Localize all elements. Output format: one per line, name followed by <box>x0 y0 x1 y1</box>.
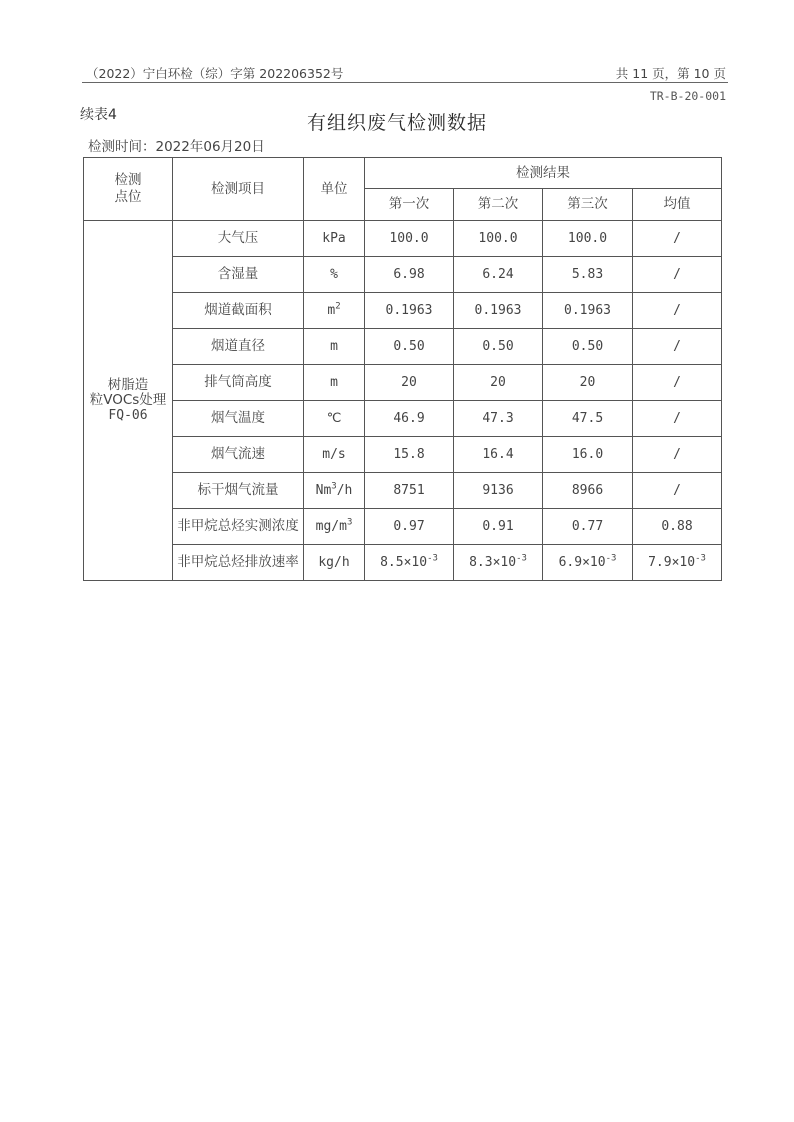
value-run-3: 20 <box>543 365 633 401</box>
item-cell: 烟道直径 <box>173 329 304 365</box>
value-run-3: 47.5 <box>543 401 633 437</box>
item-cell: 非甲烷总烃实测浓度 <box>173 509 304 545</box>
unit-cell: $m^2$ <box>304 293 365 329</box>
value-run-2: 47.3 <box>454 401 543 437</box>
value-run-3: 8966 <box>543 473 633 509</box>
value-run-2: 9136 <box>454 473 543 509</box>
header-run-2: 第二次 <box>454 189 543 221</box>
header-results: 检测结果 <box>365 158 722 189</box>
item-cell: 标干烟气流量 <box>173 473 304 509</box>
value-run-3: $6.9\times 10^{-3}$ <box>543 545 633 581</box>
value-average: / <box>633 401 722 437</box>
value-average: $7.9\times 10^{-3}$ <box>633 545 722 581</box>
table-row <box>84 365 722 401</box>
value-run-2: $8.3\times 10^{-3}$ <box>454 545 543 581</box>
header-run-3: 第三次 <box>543 189 633 221</box>
header-average: 均值 <box>633 189 722 221</box>
unit-cell: $mg/m^3$ <box>304 509 365 545</box>
value-run-3: 5.83 <box>543 257 633 293</box>
value-run-2: 16.4 <box>454 437 543 473</box>
value-run-2: 6.24 <box>454 257 543 293</box>
item-cell: 烟气流速 <box>173 437 304 473</box>
value-run-2: 0.50 <box>454 329 543 365</box>
value-average: / <box>633 473 722 509</box>
unit-cell: m/s <box>304 437 365 473</box>
table-row <box>84 473 722 509</box>
header-run-1: 第一次 <box>365 189 454 221</box>
value-run-2: 100.0 <box>454 221 543 257</box>
unit-cell: % <box>304 257 365 293</box>
table-row <box>84 545 722 581</box>
unit-cell: Nm$^3$/h <box>304 473 365 509</box>
value-run-3: 0.50 <box>543 329 633 365</box>
header-row <box>84 158 722 189</box>
value-average: / <box>633 293 722 329</box>
sampling-point-line-2: 粒VOCs处理 <box>89 392 167 408</box>
table-row <box>84 437 722 473</box>
value-run-1: 46.9 <box>365 401 454 437</box>
header-item: 检测项目 <box>173 158 304 221</box>
value-average: / <box>633 365 722 401</box>
header-unit: 单位 <box>304 158 365 221</box>
unit-cell: ℃ <box>304 401 365 437</box>
item-cell: 烟气温度 <box>173 401 304 437</box>
value-run-2: 20 <box>454 365 543 401</box>
value-run-1: 15.8 <box>365 437 454 473</box>
header-point: 检测点位 <box>84 158 173 221</box>
value-run-1: 20 <box>365 365 454 401</box>
table-row <box>84 401 722 437</box>
value-run-3: 0.77 <box>543 509 633 545</box>
page-info: 共 11 页，第 10 页 <box>615 66 726 81</box>
table-row <box>84 293 722 329</box>
unit-cell: m <box>304 365 365 401</box>
item-cell: 大气压 <box>173 221 304 257</box>
table-row <box>84 509 722 545</box>
value-run-1: $8.5\times 10^{-3}$ <box>365 545 454 581</box>
sampling-point-line-1: 树脂造 <box>107 377 149 393</box>
value-run-2: 0.1963 <box>454 293 543 329</box>
emission-data-table <box>83 157 722 581</box>
item-cell: 含湿量 <box>173 257 304 293</box>
unit-cell: m <box>304 329 365 365</box>
value-run-1: 100.0 <box>365 221 454 257</box>
table-row <box>84 329 722 365</box>
value-run-2: 0.91 <box>454 509 543 545</box>
report-number: （2022）宁白环检（综）字第 202206352号 <box>86 66 344 81</box>
unit-cell: kg/h <box>304 545 365 581</box>
sampling-point <box>84 221 173 581</box>
test-time: 检测时间：2022年06月20日 <box>88 139 265 155</box>
value-run-1: 8751 <box>365 473 454 509</box>
value-run-1: 0.50 <box>365 329 454 365</box>
value-average: / <box>633 221 722 257</box>
item-cell: 排气筒高度 <box>173 365 304 401</box>
item-cell: 烟道截面积 <box>173 293 304 329</box>
header-divider <box>82 82 728 83</box>
item-cell: 非甲烷总烃排放速率 <box>173 545 304 581</box>
sampling-point-line-3: FQ-06 <box>108 408 148 423</box>
value-run-1: 0.97 <box>365 509 454 545</box>
table-label: 续表4 <box>80 107 117 123</box>
document-code: TR-B-20-001 <box>649 89 726 103</box>
value-run-3: 100.0 <box>543 221 633 257</box>
value-average: 0.88 <box>633 509 722 545</box>
table-row <box>84 221 722 257</box>
value-average: / <box>633 437 722 473</box>
unit-cell: kPa <box>304 221 365 257</box>
value-run-3: 0.1963 <box>543 293 633 329</box>
value-run-1: 6.98 <box>365 257 454 293</box>
table-row <box>84 257 722 293</box>
page-title: 有组织废气检测数据 <box>306 112 487 134</box>
value-run-3: 16.0 <box>543 437 633 473</box>
value-run-1: 0.1963 <box>365 293 454 329</box>
value-average: / <box>633 257 722 293</box>
value-average: / <box>633 329 722 365</box>
